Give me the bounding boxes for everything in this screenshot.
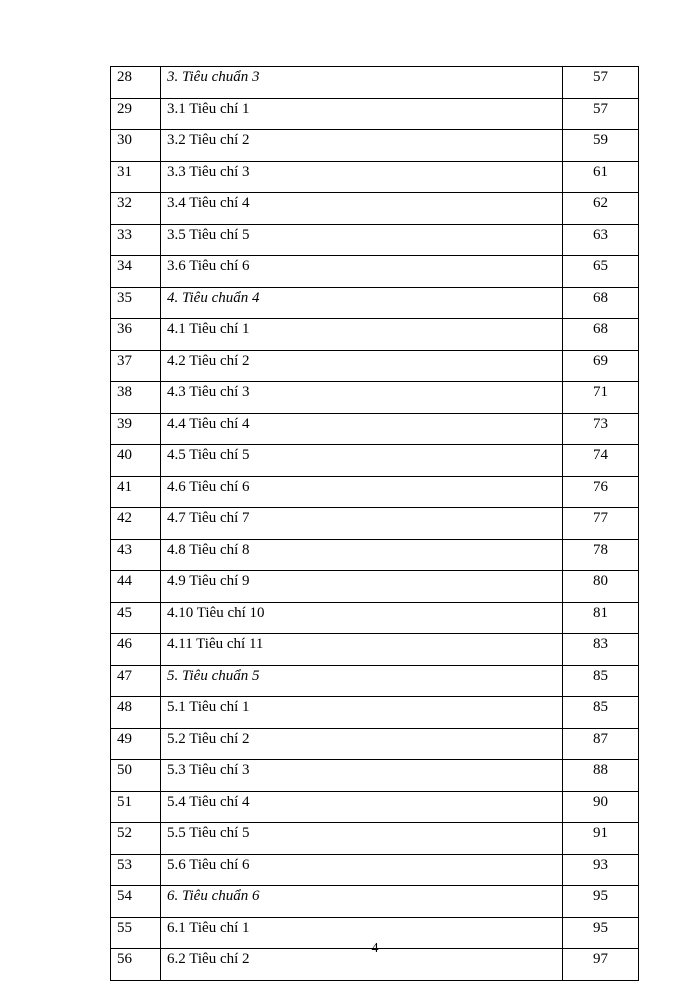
toc-row — [111, 98, 639, 130]
row-number: 31 — [111, 161, 161, 193]
page-ref: 71 — [563, 382, 639, 414]
row-number: 39 — [111, 413, 161, 445]
toc-row — [111, 728, 639, 760]
page-ref: 62 — [563, 193, 639, 225]
toc-row — [111, 697, 639, 729]
page-ref: 80 — [563, 571, 639, 603]
criterion-title: 4.3 Tiêu chí 3 — [161, 382, 563, 414]
page-ref: 97 — [563, 949, 639, 981]
row-number: 34 — [111, 256, 161, 288]
toc-row — [111, 854, 639, 886]
row-number: 54 — [111, 886, 161, 918]
page-ref: 63 — [563, 224, 639, 256]
criterion-title: 4.4 Tiêu chí 4 — [161, 413, 563, 445]
toc-row — [111, 823, 639, 855]
row-number: 50 — [111, 760, 161, 792]
criterion-title: 6.2 Tiêu chí 2 — [161, 949, 563, 981]
page-ref: 85 — [563, 697, 639, 729]
row-number: 41 — [111, 476, 161, 508]
page-ref: 76 — [563, 476, 639, 508]
criterion-title: 3.6 Tiêu chí 6 — [161, 256, 563, 288]
page-ref: 57 — [563, 98, 639, 130]
page-ref: 65 — [563, 256, 639, 288]
page-ref: 61 — [563, 161, 639, 193]
criterion-title: 4.6 Tiêu chí 6 — [161, 476, 563, 508]
criterion-title: 6.1 Tiêu chí 1 — [161, 917, 563, 949]
page-ref: 73 — [563, 413, 639, 445]
section-title: 4. Tiêu chuẩn 4 — [161, 287, 563, 319]
toc-section-row — [111, 67, 639, 99]
toc-row — [111, 476, 639, 508]
toc-body — [111, 67, 639, 981]
row-number: 55 — [111, 917, 161, 949]
criterion-title: 3.5 Tiêu chí 5 — [161, 224, 563, 256]
toc-row — [111, 224, 639, 256]
toc-section-row — [111, 886, 639, 918]
row-number: 35 — [111, 287, 161, 319]
page-ref: 87 — [563, 728, 639, 760]
criterion-title: 3.2 Tiêu chí 2 — [161, 130, 563, 162]
toc-row — [111, 539, 639, 571]
page-ref: 93 — [563, 854, 639, 886]
row-number: 46 — [111, 634, 161, 666]
page-ref: 74 — [563, 445, 639, 477]
toc-row — [111, 130, 639, 162]
page-ref: 91 — [563, 823, 639, 855]
row-number: 53 — [111, 854, 161, 886]
criterion-title: 4.8 Tiêu chí 8 — [161, 539, 563, 571]
page-ref: 81 — [563, 602, 639, 634]
page-ref: 68 — [563, 319, 639, 351]
page-ref: 90 — [563, 791, 639, 823]
toc-section-row — [111, 287, 639, 319]
page-ref: 59 — [563, 130, 639, 162]
criterion-title: 5.2 Tiêu chí 2 — [161, 728, 563, 760]
criterion-title: 4.2 Tiêu chí 2 — [161, 350, 563, 382]
criterion-title: 4.10 Tiêu chí 10 — [161, 602, 563, 634]
criterion-title: 3.4 Tiêu chí 4 — [161, 193, 563, 225]
toc-row — [111, 445, 639, 477]
criterion-title: 5.4 Tiêu chí 4 — [161, 791, 563, 823]
criterion-title: 4.11 Tiêu chí 11 — [161, 634, 563, 666]
toc-row — [111, 791, 639, 823]
toc-row — [111, 382, 639, 414]
criterion-title: 4.7 Tiêu chí 7 — [161, 508, 563, 540]
page-ref: 95 — [563, 886, 639, 918]
page-ref: 68 — [563, 287, 639, 319]
row-number: 33 — [111, 224, 161, 256]
toc-row — [111, 602, 639, 634]
section-title: 6. Tiêu chuẩn 6 — [161, 886, 563, 918]
criterion-title: 4.5 Tiêu chí 5 — [161, 445, 563, 477]
page-ref: 57 — [563, 67, 639, 99]
row-number: 38 — [111, 382, 161, 414]
criterion-title: 3.3 Tiêu chí 3 — [161, 161, 563, 193]
row-number: 42 — [111, 508, 161, 540]
row-number: 37 — [111, 350, 161, 382]
page-ref: 85 — [563, 665, 639, 697]
toc-section-row — [111, 665, 639, 697]
page-number: 4 — [371, 941, 379, 956]
row-number: 44 — [111, 571, 161, 603]
toc-row — [111, 350, 639, 382]
row-number: 51 — [111, 791, 161, 823]
row-number: 45 — [111, 602, 161, 634]
page-ref: 78 — [563, 539, 639, 571]
toc-row — [111, 508, 639, 540]
toc-row — [111, 161, 639, 193]
toc-row — [111, 256, 639, 288]
criterion-title: 4.1 Tiêu chí 1 — [161, 319, 563, 351]
page-ref: 83 — [563, 634, 639, 666]
row-number: 32 — [111, 193, 161, 225]
section-title: 5. Tiêu chuẩn 5 — [161, 665, 563, 697]
page-ref: 88 — [563, 760, 639, 792]
criterion-title: 5.1 Tiêu chí 1 — [161, 697, 563, 729]
row-number: 48 — [111, 697, 161, 729]
row-number: 52 — [111, 823, 161, 855]
row-number: 56 — [111, 949, 161, 981]
criterion-title: 3.1 Tiêu chí 1 — [161, 98, 563, 130]
toc-row — [111, 413, 639, 445]
row-number: 47 — [111, 665, 161, 697]
criterion-title: 5.5 Tiêu chí 5 — [161, 823, 563, 855]
row-number: 29 — [111, 98, 161, 130]
row-number: 28 — [111, 67, 161, 99]
toc-row — [111, 760, 639, 792]
criterion-title: 4.9 Tiêu chí 9 — [161, 571, 563, 603]
page-ref: 69 — [563, 350, 639, 382]
page-ref: 95 — [563, 917, 639, 949]
row-number: 30 — [111, 130, 161, 162]
toc-table — [110, 66, 639, 981]
row-number: 40 — [111, 445, 161, 477]
criterion-title: 5.6 Tiêu chí 6 — [161, 854, 563, 886]
toc-row — [111, 571, 639, 603]
row-number: 49 — [111, 728, 161, 760]
row-number: 43 — [111, 539, 161, 571]
page-ref: 77 — [563, 508, 639, 540]
toc-row — [111, 193, 639, 225]
section-title: 3. Tiêu chuẩn 3 — [161, 67, 563, 99]
toc-row — [111, 319, 639, 351]
criterion-title: 5.3 Tiêu chí 3 — [161, 760, 563, 792]
toc-row — [111, 634, 639, 666]
row-number: 36 — [111, 319, 161, 351]
